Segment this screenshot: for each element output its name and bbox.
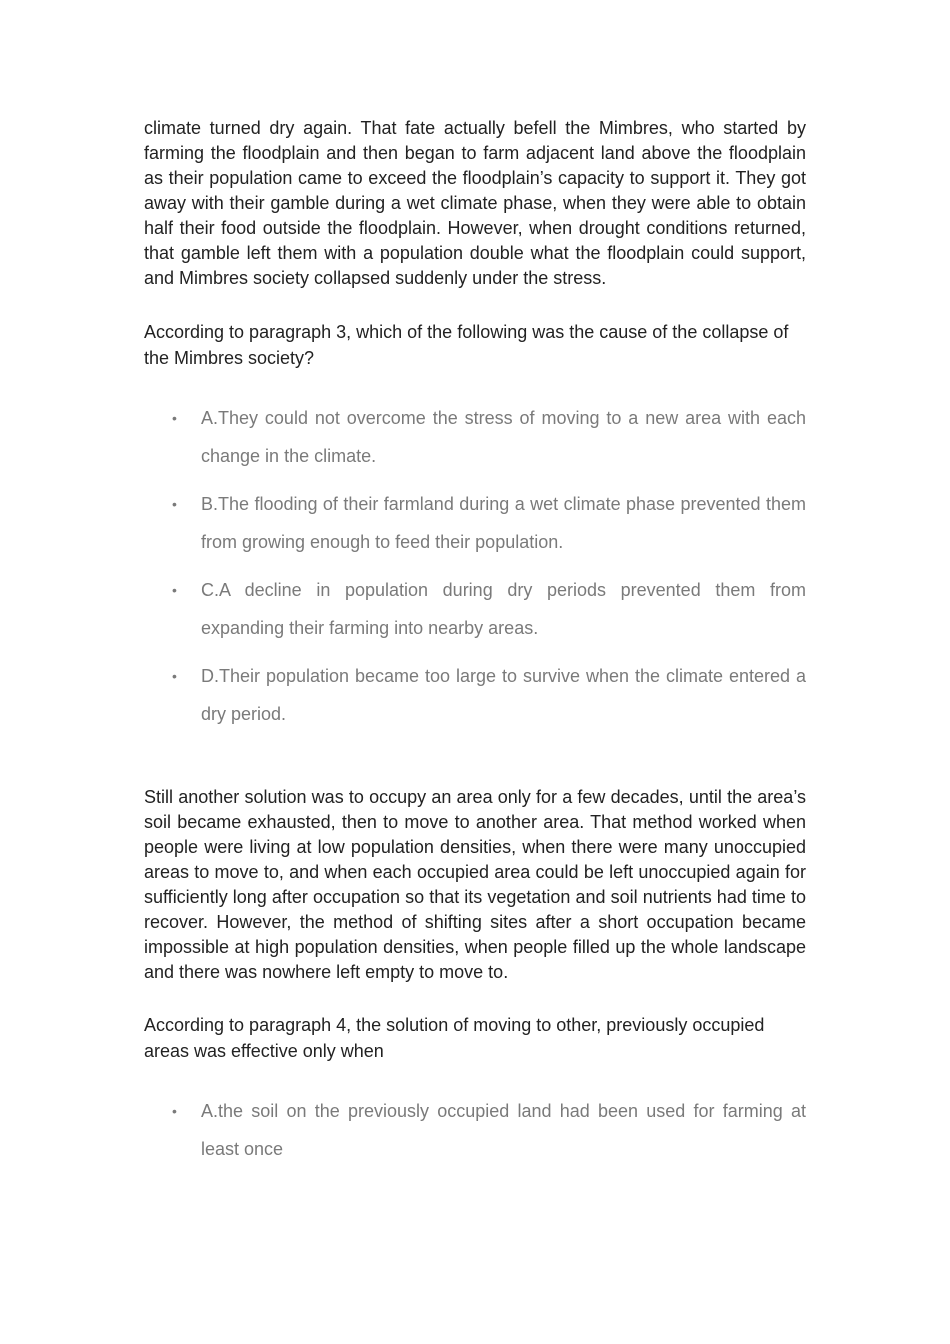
question-4-prompt: According to paragraph 4, the solution of moving to other, previously occupied areas was effective only when [144,1015,765,1061]
question-3-option-c[interactable] [144,571,806,647]
bullet-icon: • [172,496,177,512]
bullet-icon: • [172,582,177,598]
question-3-prompt: According to paragraph 3, which of the following was the cause of the collapse of the Mimbres society? [144,322,789,368]
bullet-icon: • [172,668,177,684]
option-text: B.The flooding of their farmland during a wet climate phase prevented them from growing enough to feed their population. [201,494,806,552]
option-text: A.the soil on the previously occupied land had been used for farming at least once [201,1101,806,1159]
option-text: D.Their population became too large to survive when the climate entered a dry period. [201,666,806,724]
bullet-icon: • [172,410,177,426]
bullet-icon: • [172,1103,177,1119]
option-text: C.A decline in population during dry periods prevented them from expanding their farming into nearby areas. [201,580,806,638]
document-body [144,116,806,1178]
question-4-option-a[interactable] [144,1092,806,1168]
option-text: A.They could not overcome the stress of moving to a new area with each change in the climate. [201,408,806,466]
question-3-option-b[interactable] [144,485,806,561]
question-3-option-a[interactable] [144,399,806,475]
question-3-options [144,399,806,733]
paragraph-3: climate turned dry again. That fate actually befell the Mimbres, who started by farming the floodplain and then began to farm adjacent land above the floodplain as their population came to exceed the floodplain’s capacity to support it. They got away with their gamble during a wet climate phase, when they were able to obtain half their food outside the floodplain. However, when drought conditions returned, that gamble left them with a population double what the floodplain could support, and Mimbres society collapsed suddenly under the stress. [144,118,806,288]
question-4-options [144,1092,806,1168]
question-3-option-d[interactable] [144,657,806,733]
paragraph-4: Still another solution was to occupy an area only for a few decades, until the area’s soil became exhausted, then to move to another area. That method worked when people were living at low population densities, when there were many unoccupied areas to move to, and when each occupied area could be left unoccupied again for sufficiently long after occupation so that its vegetation and soil nutrients had time to recover. However, the method of shifting sites after a short occupation became impossible at high population densities, when people filled up the whole landscape and there was nowhere left empty to move to. [144,787,806,982]
